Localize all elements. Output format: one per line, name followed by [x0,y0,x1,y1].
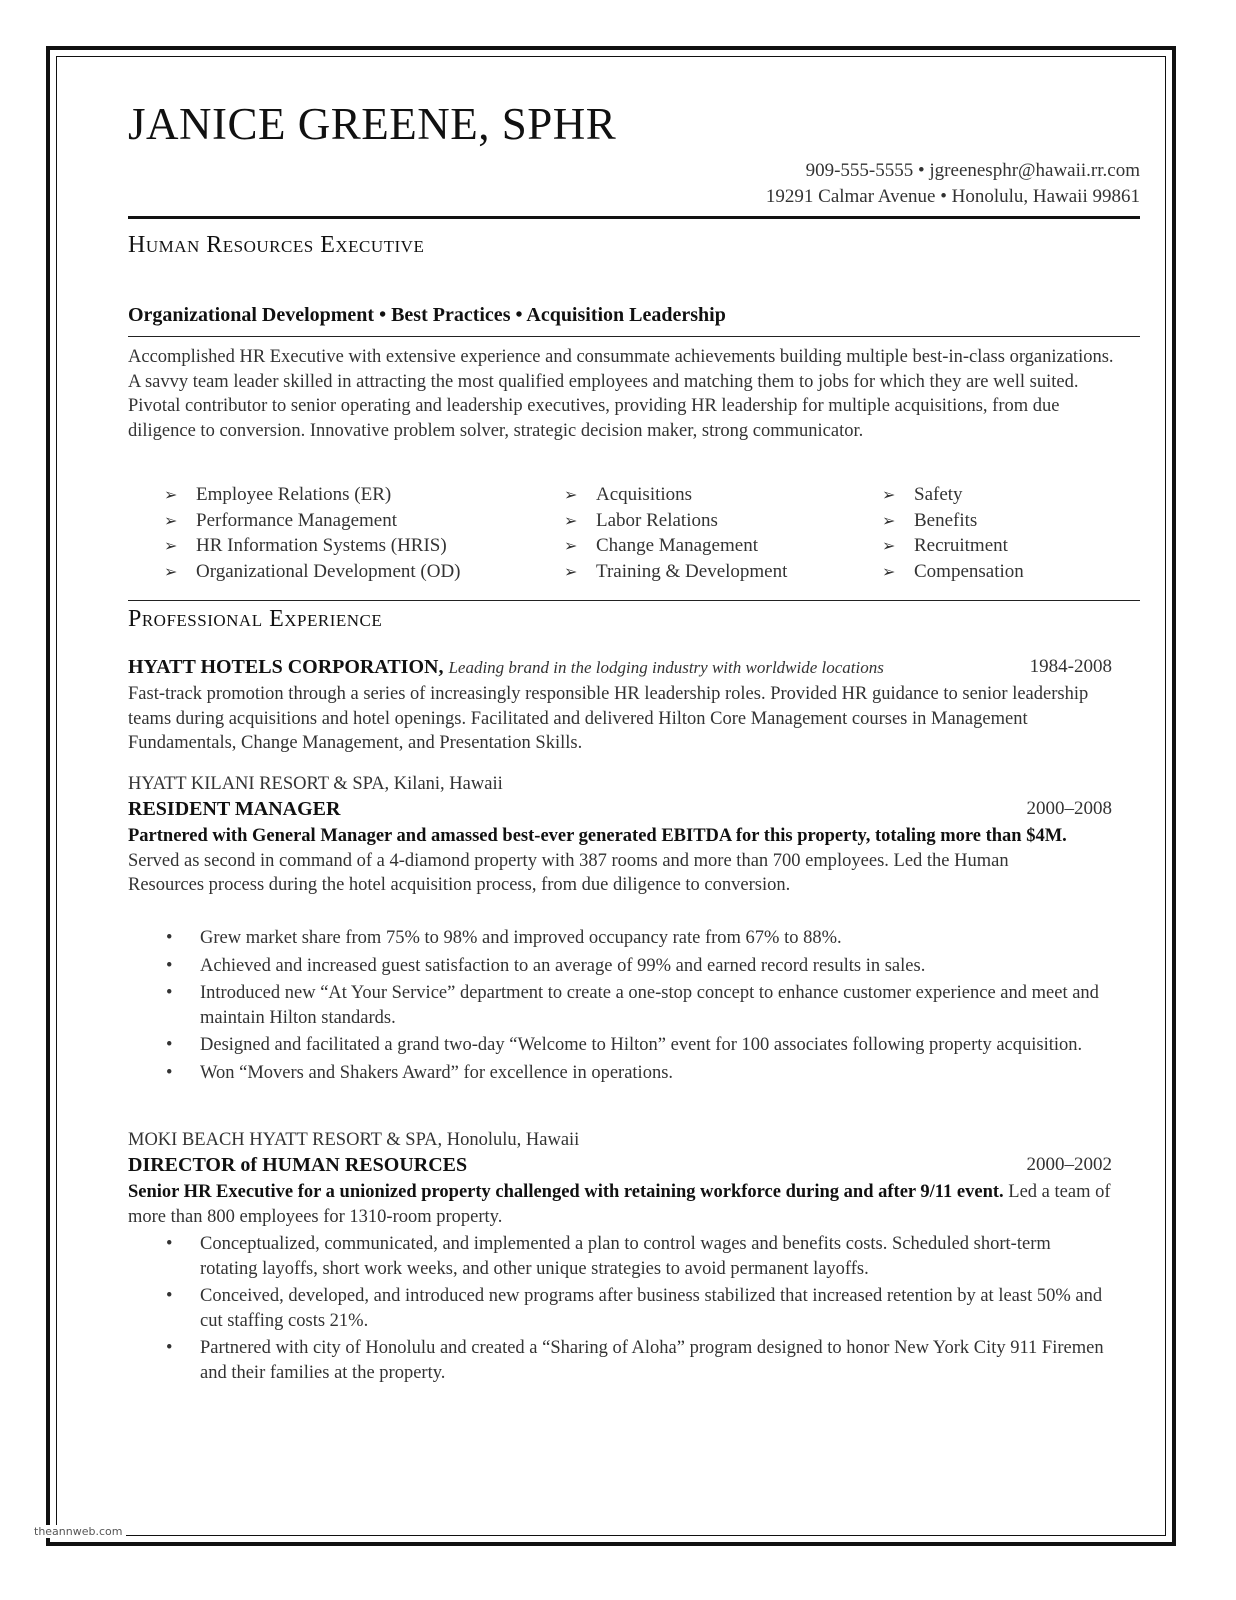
lead-highlight: Senior HR Executive for a unionized property challenged with retaining workforce during and after 9/11 event. [128,1182,1004,1202]
skills-column-3 [882,482,1024,584]
header-divider [128,216,1140,219]
company-name: HYATT HOTELS CORPORATION, [128,656,444,678]
contact-phone-email: 909-555-5555 • jgreenesphr@hawaii.rr.com [805,160,1140,181]
list-item: ➢ Safety [882,482,1024,508]
list-item: ➢ Training & Development [564,559,787,585]
summary-paragraph: Accomplished HR Executive with extensive experience and consummate achievements building multiple best-in-class organizations. A savvy team leader skilled in attracting the most qualified employees and matching them to jobs for which they are well suited. Pivotal contributor to senior operating and leadership executives, providing HR leadership for multiple acquisitions, from due diligence to conversion. Innovative problem solver, strategic decision maker, strong communicator. [128,347,1114,441]
moki-property: MOKI BEACH HYATT RESORT & SPA, Honolulu, Hawaii [128,1130,580,1150]
lead-highlight: Partnered with General Manager and amassed best-ever generated EBITDA for this property, totaling more than $4M. [128,826,1067,846]
list-item: • Achieved and increased guest satisfaction to an average of 99% and earned record results in sales. [166,955,926,976]
lead-text: Led a team of more than 800 employees for 1310-room property. [128,1182,1111,1227]
list-item: ➢ Acquisitions [564,482,787,508]
experience-divider [128,600,1140,601]
list-item: ➢ HR Information Systems (HRIS) [164,533,461,559]
list-item: • Grew market share from 75% to 98% and improved occupancy rate from 67% to 88%. [166,928,842,948]
arrow-bullet-icon: ➢ [564,510,578,530]
list-item: • Conceptualized, communicated, and implemented a plan to control wages and benefits costs. Scheduled short-term rotating layoffs, short work weeks, and other unique strategies to avoid permanent layoffs. [166,1234,1051,1279]
list-item: • Won “Movers and Shakers Award” for excellence in operations. [166,1062,674,1083]
list-item: ➢ Organizational Development (OD) [164,559,461,585]
arrow-bullet-icon: ➢ [882,510,896,530]
headline-title: Human Resources Executive [128,232,425,258]
company-tagline: Leading brand in the lodging industry with worldwide locations [448,658,884,677]
company-dates: 1984-2008 [1029,656,1112,677]
keywords-divider [128,336,1140,337]
job-dates: 2000–2002 [1026,1154,1112,1175]
candidate-name: JANICE GREENE, SPHR [128,99,617,149]
skills-column-2 [564,482,787,584]
kilani-role [128,798,1112,821]
list-item: • Introduced new “At Your Service” department to create a one-stop concept to enhance customer experience and meet and maintain Hilton standards. [166,983,1099,1028]
lead-text: Served as second in command of a 4-diamond property with 387 rooms and more than 700 employees. Led the Human Resources process during the hotel acquisition process, from due diligence to conversion. [128,850,1009,896]
moki-role [128,1154,1112,1177]
keywords-line: Organizational Development • Best Practices • Acquisition Leadership [128,304,726,326]
arrow-bullet-icon: ➢ [164,561,178,581]
list-item: ➢ Labor Relations [564,508,787,534]
list-item: ➢ Compensation [882,559,1024,585]
moki-lead [128,1180,1113,1229]
kilani-lead [128,824,1088,898]
arrow-bullet-icon: ➢ [564,561,578,581]
arrow-bullet-icon: ➢ [164,510,178,530]
list-item: ➢ Recruitment [882,533,1024,559]
list-item: • Designed and facilitated a grand two-day “Welcome to Hilton” event for 100 associates following property acquisition. [166,1035,1083,1056]
moki-achievements [128,1232,1108,1389]
list-item: ➢ Performance Management [164,508,461,534]
list-item: ➢ Employee Relations (ER) [164,482,461,508]
experience-title: Professional Experience [128,606,383,632]
arrow-bullet-icon: ➢ [882,536,896,556]
arrow-bullet-icon: ➢ [564,536,578,556]
arrow-bullet-icon: ➢ [164,485,178,504]
watermark-text: theannweb.com [30,1525,126,1538]
list-item: ➢ Change Management [564,533,787,559]
kilani-achievements [128,926,1108,1089]
job-dates: 2000–2008 [1026,798,1112,819]
job-title: RESIDENT MANAGER [128,798,341,820]
hyatt-header [128,656,1112,679]
contact-block [766,158,1140,210]
arrow-bullet-icon: ➢ [882,485,896,504]
arrow-bullet-icon: ➢ [564,485,578,504]
skills-column-1 [164,482,461,584]
list-item: • Conceived, developed, and introduced new programs after business stabilized that increased retention by at least 50% and cut staffing costs 21%. [166,1286,1103,1331]
job-title: DIRECTOR of HUMAN RESOURCES [128,1154,468,1176]
arrow-bullet-icon: ➢ [882,561,896,581]
contact-address: 19291 Calmar Avenue • Honolulu, Hawaii 99861 [765,186,1140,207]
hyatt-summary: Fast-track promotion through a series of increasingly responsible HR leadership roles. Provided HR guidance to senior leadership teams during acquisitions and hotel openings. Facilitated and delivered Hilton Core Management courses in Management Fundamentals, Change Management, and Presentation Skills. [128,684,1089,754]
arrow-bullet-icon: ➢ [164,536,178,556]
list-item: ➢ Benefits [882,508,1024,534]
kilani-property: HYATT KILANI RESORT & SPA, Kilani, Hawaii [128,774,503,794]
list-item: • Partnered with city of Honolulu and created a “Sharing of Aloha” program designed to honor New York City 911 Firemen and their families at the property. [166,1338,1104,1383]
